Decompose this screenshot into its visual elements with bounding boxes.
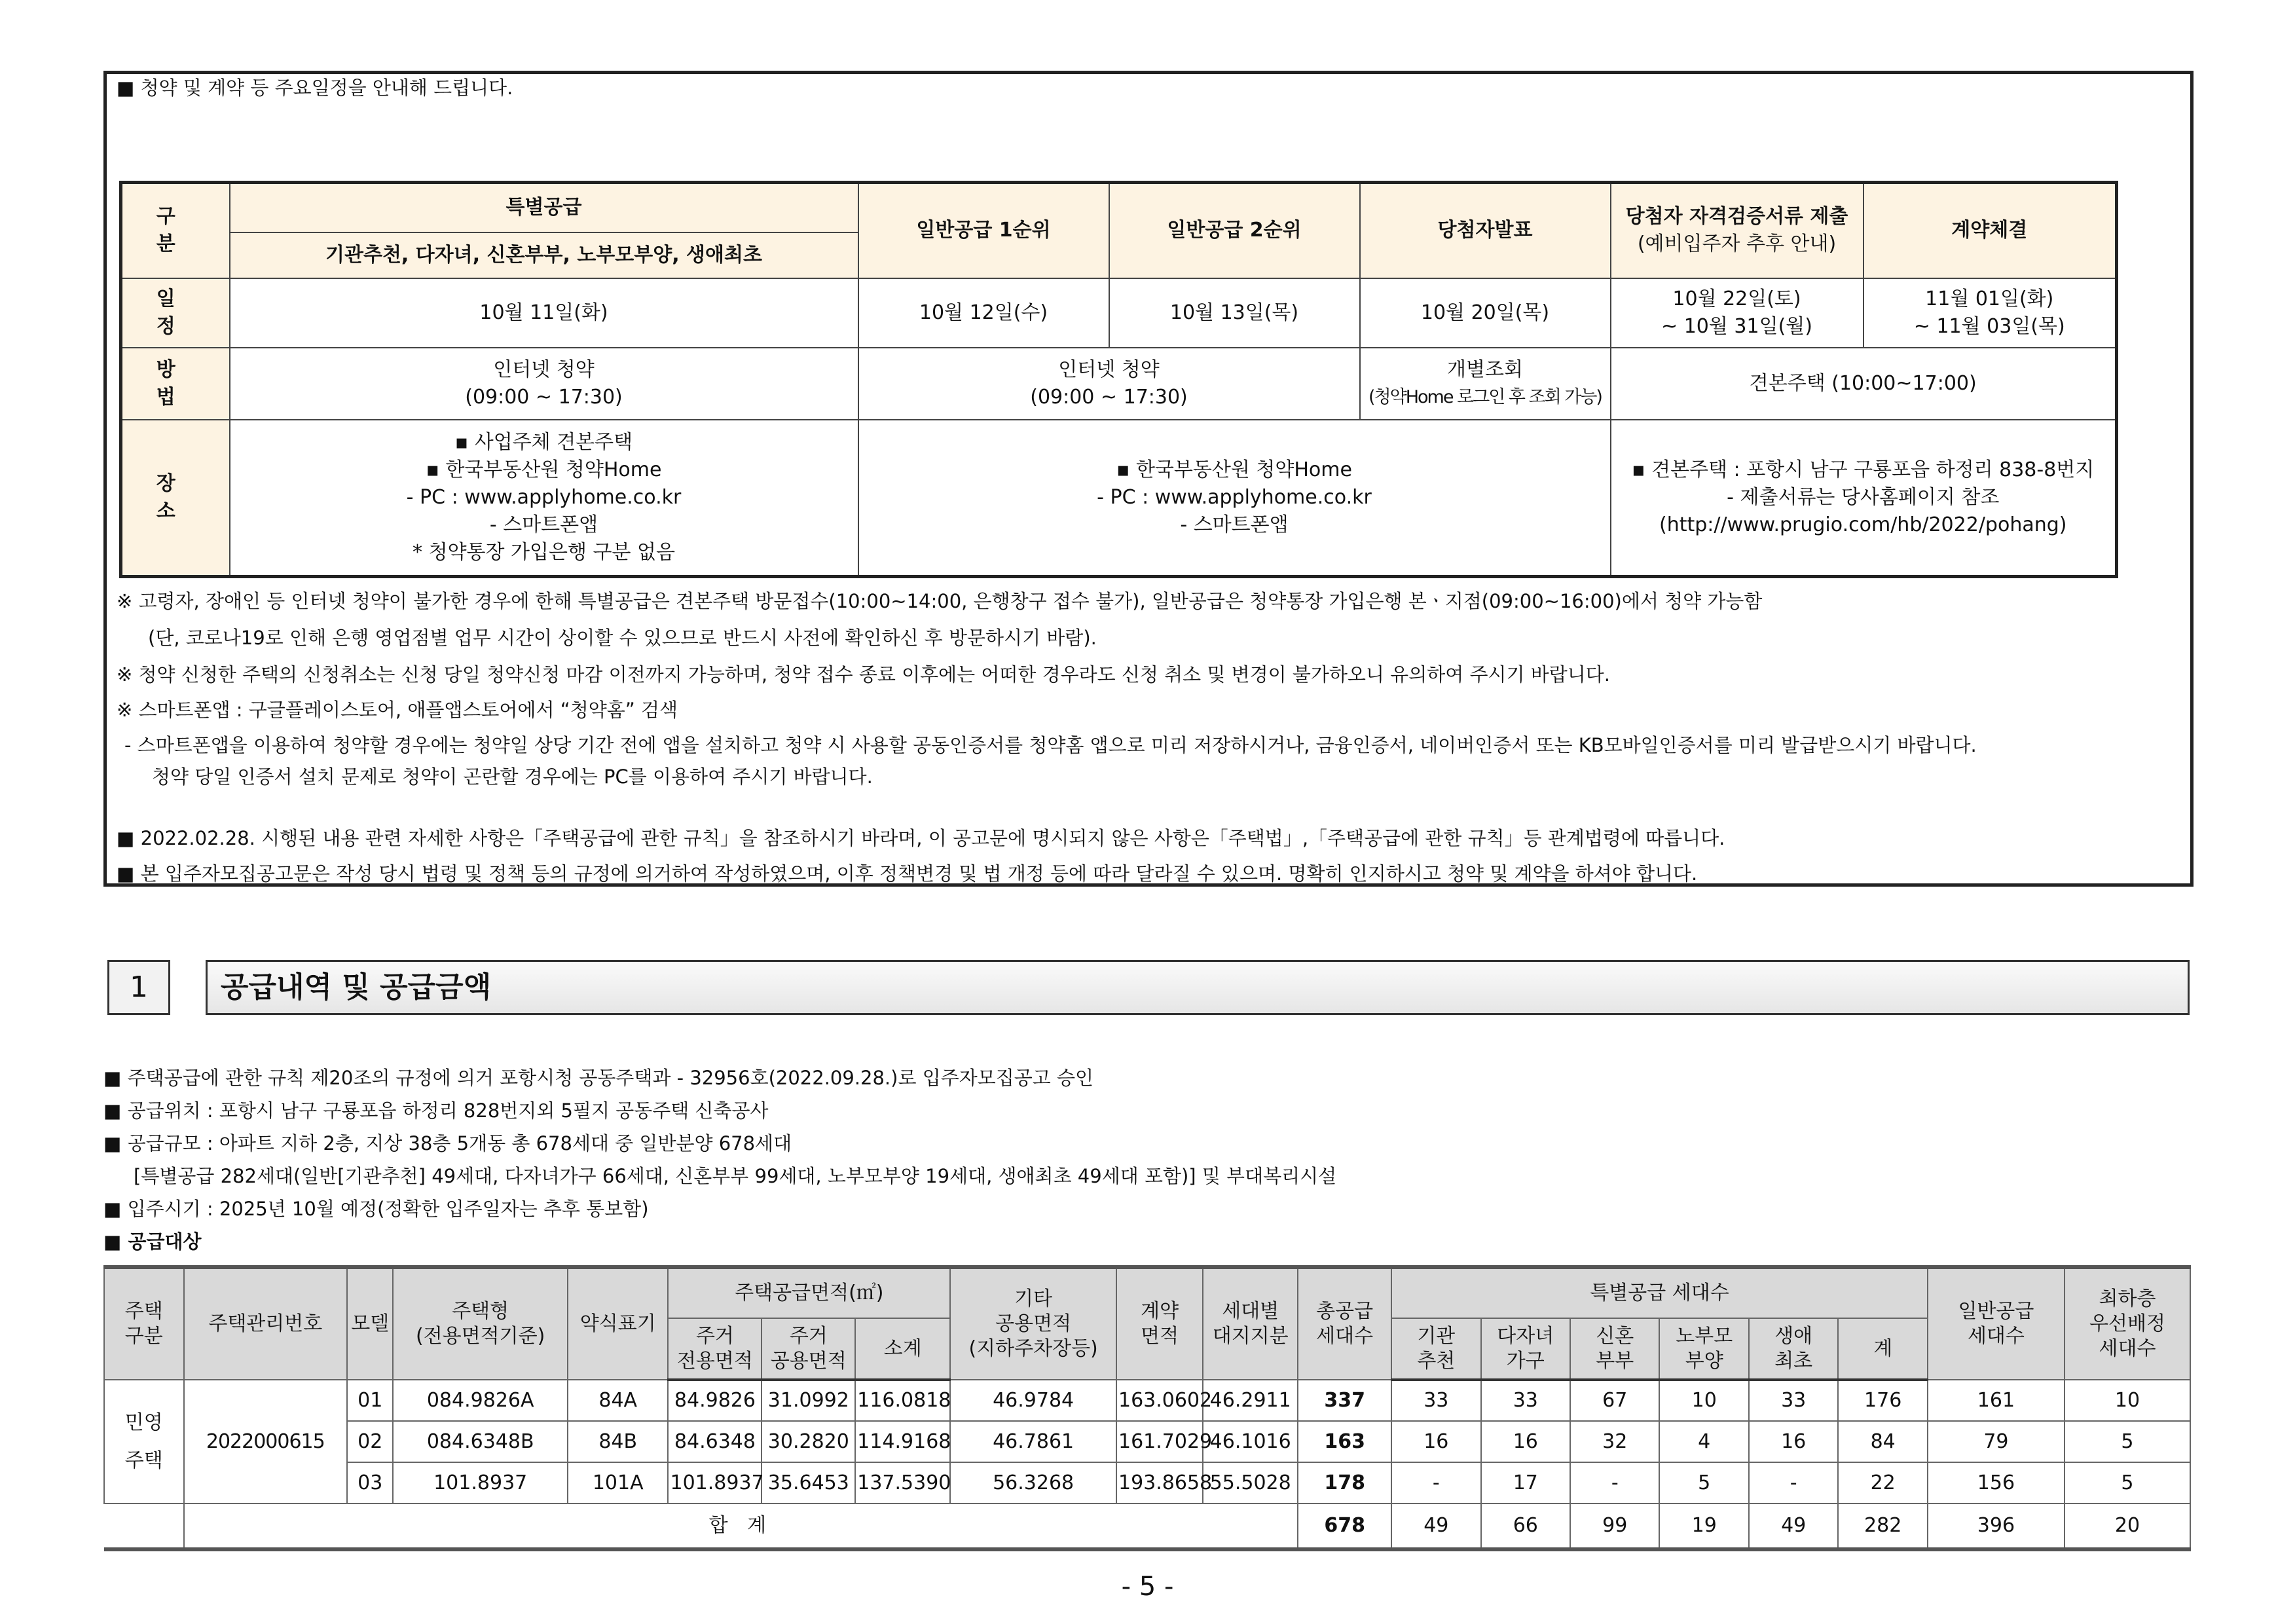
header-special-sub: 기관추천, 다자녀, 신혼부부, 노부모부양, 생애최초: [230, 232, 858, 278]
cell-inst: -: [1391, 1462, 1480, 1504]
cell-housing: 101.8937: [393, 1462, 568, 1504]
cell-total: 178: [1298, 1462, 1391, 1504]
cell-lowest: 5: [2065, 1462, 2190, 1504]
cell-total-newly: 99: [1570, 1504, 1659, 1549]
cell-total-first: 49: [1749, 1504, 1838, 1549]
th-elder-l2: 부양: [1685, 1349, 1723, 1373]
cell-total-sum: 282: [1838, 1504, 1928, 1549]
cell-elder: 5: [1659, 1462, 1748, 1504]
method-special-line1: 인터넷 청약: [493, 358, 595, 381]
cell-housing: 084.9826A: [393, 1380, 568, 1421]
place-contract-line: ▪ 견본주택 : 포항시 남구 구룡포읍 하정리 838-8번지: [1632, 458, 2095, 481]
header-general2: 일반공급 2순위: [1109, 183, 1360, 278]
cell-sum: 84: [1838, 1421, 1928, 1462]
th-contract-l2: 면적: [1141, 1325, 1179, 1348]
place-contract-line: - 제출서류는 당사홈페이지 참조: [1727, 485, 2000, 509]
cell-total: 337: [1298, 1380, 1391, 1421]
th-other-l3: (지하주차장등): [968, 1337, 1098, 1360]
schedule-docs-line1: 10월 22일(토): [1672, 287, 1801, 310]
th-model: 모델: [347, 1267, 393, 1380]
cell-mgmt-no: 2022000615: [184, 1380, 348, 1504]
cell-sum: 176: [1838, 1380, 1928, 1421]
cell-land: 55.5028: [1203, 1462, 1298, 1504]
th-exclusive: [668, 1318, 762, 1380]
th-mgmt-no: 주택관리번호: [184, 1267, 348, 1380]
place-special-line: ▪ 한국부동산원 청약Home: [426, 458, 662, 481]
cell-subtotal: 137.5390: [855, 1462, 950, 1504]
cell-subtotal: 116.0818: [855, 1380, 950, 1421]
cell-newly: 67: [1570, 1380, 1659, 1421]
th-general-l1: 일반공급: [1958, 1300, 2034, 1323]
th-other-l1: 기타: [1014, 1287, 1053, 1310]
cell-elder: 4: [1659, 1421, 1748, 1462]
place-contract-line: (http://www.prugio.com/hb/2022/pohang): [1659, 513, 2067, 536]
place-general-line: - PC : www.applyhome.co.kr: [1097, 485, 1372, 509]
note-line: ※ 고령자, 장애인 등 인터넷 청약이 불가한 경우에 한해 특별공급은 견본주택 방문접수(10:00~14:00, 은행창구 접수 불가), 일반공급은 청약통장 가입은행 본ㆍ지점(09:00~16:00)에서 청약 가능함: [117, 590, 1763, 612]
notice-intro: ■ 청약 및 계약 등 주요일정을 안내해 드립니다.: [117, 77, 513, 99]
cell-newly: -: [1570, 1462, 1659, 1504]
note-line: ※ 스마트폰앱 : 구글플레이스토어, 애플앱스토어에서 “청약홈” 검색: [117, 699, 678, 721]
note-line: 청약 당일 인증서 설치 문제로 청약이 곤란할 경우에는 PC를 이용하여 주시기 바랍니다.: [152, 766, 873, 788]
th-inst-l1: 기관: [1417, 1324, 1456, 1348]
header-general1: 일반공급 1순위: [858, 183, 1109, 278]
th-lowest-l3: 세대수: [2099, 1337, 2156, 1360]
cell-total-general: 396: [1928, 1504, 2065, 1549]
schedule-docs: [1611, 278, 1864, 348]
th-housing: [393, 1267, 568, 1380]
cell-subtotal: 114.9168: [855, 1421, 950, 1462]
th-special-group: 특별공급 세대수: [1391, 1267, 1928, 1318]
th-lowest-l1: 최하층: [2099, 1287, 2156, 1310]
th-lowest: [2065, 1267, 2190, 1380]
schedule-general1: 10월 12일(수): [858, 278, 1109, 348]
cell-first: 33: [1749, 1380, 1838, 1421]
cell-total-lowest: 20: [2065, 1504, 2190, 1549]
section-title: 공급내역 및 공급금액: [206, 960, 2190, 1015]
place-general-line: ▪ 한국부동산원 청약Home: [1116, 458, 1352, 481]
cell-general: 156: [1928, 1462, 2065, 1504]
th-land-l1: 세대별: [1222, 1300, 1279, 1323]
th-exclusive-l1: 주거: [695, 1324, 734, 1348]
method-special-line2: (09:00 ~ 17:30): [465, 385, 623, 409]
th-other: [950, 1267, 1116, 1380]
note-line: - 스마트폰앱을 이용하여 청약할 경우에는 청약일 상당 기간 전에 앱을 설치하고 청약 시 사용할 공동인증서를 청약홈 앱으로 미리 저장하시거나, 금융인증서, 네이버인증서 또는 KB모바일인증서를 미리 발급받으시기 바랍니다.: [124, 734, 1977, 756]
th-common-l1: 주거: [789, 1324, 828, 1348]
th-inst: [1391, 1318, 1480, 1380]
supply-info-line: ■ 주택공급에 관한 규칙 제20조의 규정에 의거 포항시청 공동주택과 - 32956호(2022.09.28.)로 입주자모집공고 승인: [103, 1067, 1094, 1089]
cell-contract: 163.0602: [1116, 1380, 1203, 1421]
th-area-group: 주택공급면적(㎡): [668, 1267, 950, 1318]
th-multi: [1481, 1318, 1570, 1380]
th-exclusive-l2: 전용면적: [676, 1349, 753, 1373]
th-total: [1298, 1267, 1391, 1380]
method-contract: 견본주택 (10:00~17:00): [1611, 348, 2117, 420]
schedule-docs-line2: ~ 10월 31일(월): [1661, 314, 1812, 338]
cell-multi: 16: [1481, 1421, 1570, 1462]
row-method-label: 방 법: [121, 348, 230, 420]
th-newly-l2: 부부: [1596, 1349, 1634, 1373]
cell-model: 01: [347, 1380, 393, 1421]
header-category: 구 분: [121, 183, 230, 278]
cell-multi: 33: [1481, 1380, 1570, 1421]
th-first-l1: 생애: [1774, 1324, 1813, 1348]
note-line: ※ 청약 신청한 주택의 신청취소는 신청 당일 청약신청 마감 이전까지 가능하며, 청약 접수 종료 이후에는 어떠한 경우라도 신청 취소 및 변경이 불가하오니 유의하여 주시기 바랍니다.: [117, 663, 1610, 686]
th-inst-l2: 추천: [1417, 1349, 1456, 1373]
place-special-line: - PC : www.applyhome.co.kr: [406, 485, 682, 509]
place-general: [858, 420, 1611, 577]
method-winner-line2: (청약Home 로그인 후 조회 가능): [1368, 386, 1602, 407]
method-winner-line1: 개별조회: [1447, 358, 1523, 381]
th-elder: [1659, 1318, 1748, 1380]
cell-abbr: 84A: [568, 1380, 669, 1421]
th-contract-l1: 계약: [1141, 1300, 1179, 1323]
supply-info-line: ■ 입주시기 : 2025년 10월 예정(정확한 입주일자는 추후 통보함): [103, 1198, 649, 1220]
cell-land: 46.2911: [1203, 1380, 1298, 1421]
th-housing-l1: 주택형: [452, 1300, 509, 1323]
place-contract: [1611, 420, 2117, 577]
cell-abbr: 101A: [568, 1462, 669, 1504]
th-total-l1: 총공급: [1316, 1300, 1374, 1323]
cell-sum: 22: [1838, 1462, 1928, 1504]
schedule-table: [119, 181, 2118, 578]
page-number: - 5 -: [1121, 1572, 1174, 1602]
th-common: [762, 1318, 855, 1380]
cell-other: 56.3268: [950, 1462, 1116, 1504]
th-newly-l1: 신혼: [1596, 1324, 1634, 1348]
cell-general: 161: [1928, 1380, 2065, 1421]
header-winner: 당첨자발표: [1360, 183, 1611, 278]
th-sum: 계: [1838, 1318, 1928, 1380]
supply-info-line: ■ 공급규모 : 아파트 지하 2층, 지상 38층 5개동 총 678세대 중 일반분양 678세대: [103, 1132, 792, 1154]
place-special-line: - 스마트폰앱: [489, 513, 598, 536]
th-elder-l1: 노부모: [1676, 1324, 1733, 1348]
cell-total-multi: 66: [1481, 1504, 1570, 1549]
cell-total-total: 678: [1298, 1504, 1391, 1549]
cell-category: 민영 주택: [104, 1380, 184, 1504]
th-first: [1749, 1318, 1838, 1380]
header-special: 특별공급: [230, 183, 858, 232]
th-subtotal: 소계: [855, 1318, 950, 1380]
cell-common: 35.6453: [762, 1462, 855, 1504]
th-type-l2: 구분: [124, 1325, 163, 1348]
supply-table: [103, 1265, 2191, 1551]
cell-contract: 193.8658: [1116, 1462, 1203, 1504]
cell-total-inst: 49: [1391, 1504, 1480, 1549]
th-land: [1203, 1267, 1298, 1380]
place-special-line: ▪ 사업주체 견본주택: [454, 430, 633, 454]
cell-lowest: 5: [2065, 1421, 2190, 1462]
cell-abbr: 84B: [568, 1421, 669, 1462]
cell-common: 30.2820: [762, 1421, 855, 1462]
th-multi-l2: 가구: [1506, 1349, 1545, 1373]
cell-land: 46.1016: [1203, 1421, 1298, 1462]
cell-total-elder: 19: [1659, 1504, 1748, 1549]
method-general-line1: 인터넷 청약: [1058, 358, 1160, 381]
place-special: [230, 420, 858, 577]
place-special-line: * 청약통장 가입은행 구분 없음: [413, 540, 675, 564]
cell-housing: 084.6348B: [393, 1421, 568, 1462]
cell-lowest: 10: [2065, 1380, 2190, 1421]
method-winner: [1360, 348, 1611, 420]
th-type-l1: 주택: [124, 1300, 163, 1323]
row-place-label: 장 소: [121, 420, 230, 577]
header-docs-line2: (예비입주자 추후 안내): [1637, 232, 1837, 256]
th-contract: [1116, 1267, 1203, 1380]
cell-general: 79: [1928, 1421, 2065, 1462]
th-general-l2: 세대수: [1967, 1325, 2025, 1348]
cell-common: 31.0992: [762, 1380, 855, 1421]
cell-total-label: 합 계: [184, 1504, 1298, 1549]
cell-elder: 10: [1659, 1380, 1748, 1421]
note-line: ■ 본 입주자모집공고문은 작성 당시 법령 및 정책 등의 규정에 의거하여 작성하였으며, 이후 정책변경 및 법 개정 등에 따라 달라질 수 있으며. 명확히 인지하시고 청약 및 계약을 하셔야 합니다.: [117, 862, 1698, 885]
schedule-general2: 10월 13일(목): [1109, 278, 1360, 348]
row-schedule-label: 일 정: [121, 278, 230, 348]
th-type: [104, 1267, 184, 1380]
th-land-l2: 대지지분: [1212, 1325, 1289, 1348]
cell-first: -: [1749, 1462, 1838, 1504]
schedule-special: 10월 11일(화): [230, 278, 858, 348]
cell-first: 16: [1749, 1421, 1838, 1462]
th-multi-l1: 다자녀: [1497, 1324, 1554, 1348]
method-general-line2: (09:00 ~ 17:30): [1030, 385, 1188, 409]
cell-other: 46.7861: [950, 1421, 1116, 1462]
cell-newly: 32: [1570, 1421, 1659, 1462]
th-common-l2: 공용면적: [770, 1349, 847, 1373]
schedule-contract: [1864, 278, 2117, 348]
method-general: [858, 348, 1360, 420]
place-general-line: - 스마트폰앱: [1180, 513, 1289, 536]
schedule-winner: 10월 20일(목): [1360, 278, 1611, 348]
th-lowest-l2: 우선배정: [2089, 1312, 2165, 1335]
cell-exclusive: 101.8937: [668, 1462, 762, 1504]
cell-contract: 161.7029: [1116, 1421, 1203, 1462]
note-line: (단, 코로나19로 인해 은행 영업점별 업무 시간이 상이할 수 있으므로 반드시 사전에 확인하신 후 방문하시기 바람).: [148, 627, 1097, 649]
th-other-l2: 공용면적: [995, 1312, 1072, 1335]
th-general: [1928, 1267, 2065, 1380]
header-docs-line1: 당첨자 자격검증서류 제출: [1625, 205, 1848, 229]
supply-target-heading: ■ 공급대상: [103, 1230, 202, 1253]
cell-exclusive: 84.9826: [668, 1380, 762, 1421]
method-special: [230, 348, 858, 420]
th-abbr: 약식표기: [568, 1267, 669, 1380]
th-first-l2: 최초: [1774, 1349, 1813, 1373]
supply-info-line: [특별공급 282세대(일반[기관추천] 49세대, 다자녀가구 66세대, 신혼부부 99세대, 노부모부양 19세대, 생애최초 49세대 포함)] 및 부대복리시설: [134, 1165, 1337, 1187]
cell-model: 03: [347, 1462, 393, 1504]
cell-model: 02: [347, 1421, 393, 1462]
schedule-contract-line1: 11월 01일(화): [1925, 287, 2054, 310]
cell-exclusive: 84.6348: [668, 1421, 762, 1462]
supply-info-line: ■ 공급위치 : 포항시 남구 구룡포읍 하정리 828번지외 5필지 공동주택 신축공사: [103, 1099, 769, 1122]
cell-inst: 33: [1391, 1380, 1480, 1421]
section-number: 1: [107, 960, 170, 1015]
cell-inst: 16: [1391, 1421, 1480, 1462]
cell-empty: [104, 1504, 184, 1549]
header-docs: [1611, 183, 1864, 278]
cell-total: 163: [1298, 1421, 1391, 1462]
th-newly: [1570, 1318, 1659, 1380]
header-contract: 계약체결: [1864, 183, 2117, 278]
schedule-contract-line2: ~ 11월 03일(목): [1913, 314, 2065, 338]
th-housing-l2: (전용면적기준): [416, 1325, 545, 1348]
cell-multi: 17: [1481, 1462, 1570, 1504]
cell-other: 46.9784: [950, 1380, 1116, 1421]
note-line: ■ 2022.02.28. 시행된 내용 관련 자세한 사항은「주택공급에 관한 규칙」을 참조하시기 바라며, 이 공고문에 명시되지 않은 사항은「주택법」,「주택공급에 관한 규칙」등 관계법령에 따릅니다.: [117, 827, 1725, 849]
th-total-l2: 세대수: [1316, 1325, 1374, 1348]
